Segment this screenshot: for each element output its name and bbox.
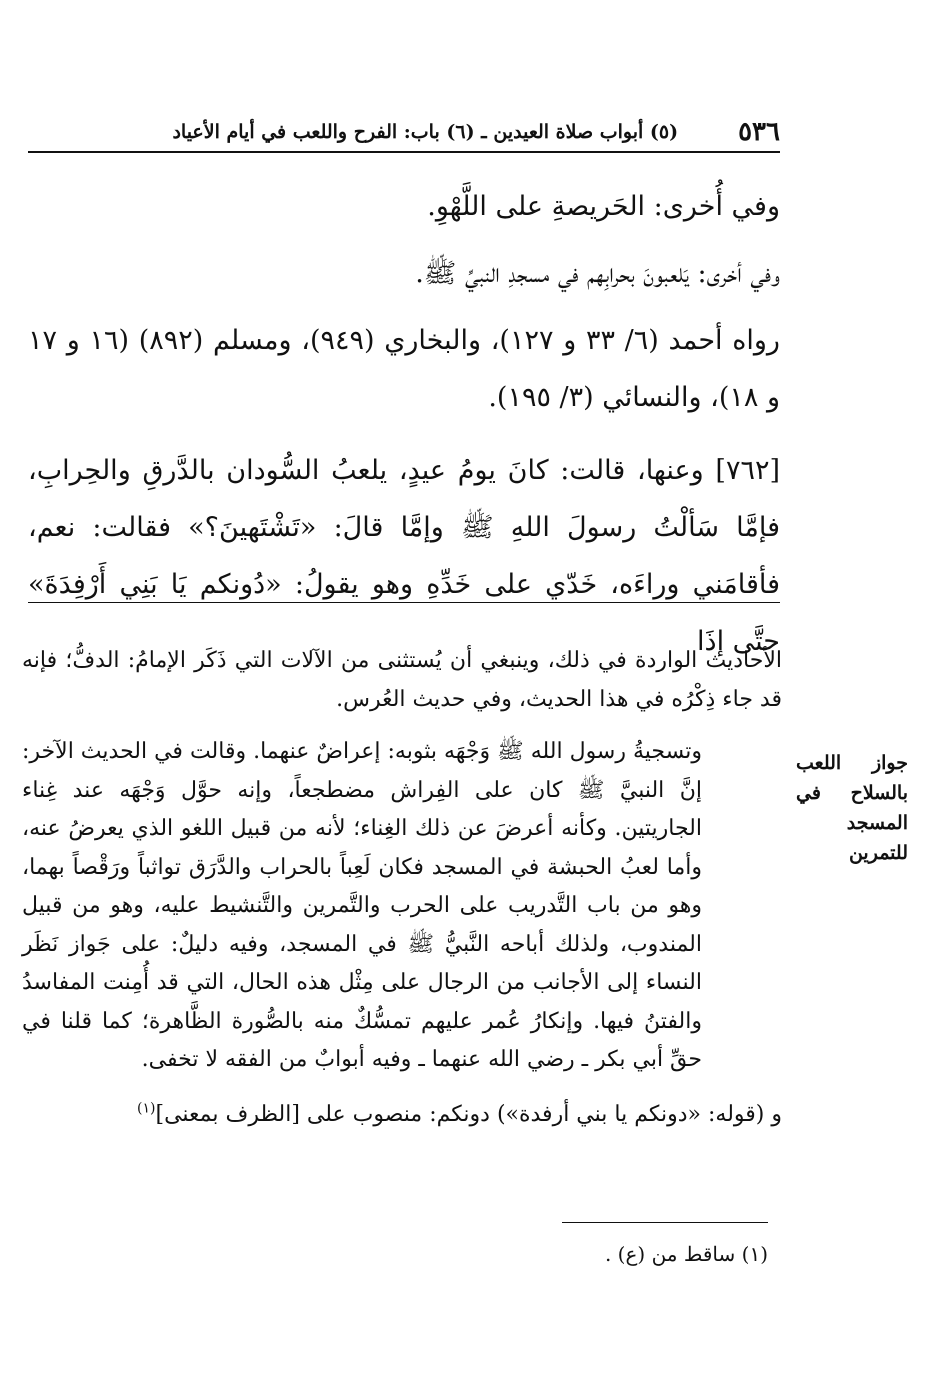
footnote-divider — [562, 1222, 768, 1223]
main-text — [28, 178, 780, 670]
footnote-marker: (١) — [137, 1100, 156, 1117]
citation-paragraph: رواه أحمد (٦/ ٣٣ و ١٢٧)، والبخاري (٩٤٩)، ومسلم (٨٩٢) (١٦ و ١٧ و ١٨)، والنسائي (٣/ ١٩٥). — [28, 325, 780, 413]
footnote: (١) ساقط من (ع) . — [604, 1242, 768, 1266]
hadith-762: [٧٦٢] وعنها، قالت: كانَ يومُ عيدٍ، يلعبُ السُّودان بالدَّرقِ والحِرابِ، فإمَّا سَألْتُ رسولَ اللهِ ﷺ وإمَّا قالَ: «تَشْتَهينَ؟» فقالت: نعم، فأقامَني وراءَه، خَدّي على خَدِّهِ وهو يقولُ: «دُونكم يَا بَنِي أَرْفِدَةَ» حتَّى إذَا — [28, 455, 780, 657]
main-line-1: وفي أُخرى: الحَريصةِ على اللَّهْوِ. — [427, 191, 780, 222]
commentary-paragraph-1: الأحاديث الواردة في ذلك، وينبغي أن يُستثنى من الآلات التي ذَكَر الإمامُ: الدفُّ؛ فإنه قد جاء ذِكْرُه في هذا الحديث، وفي حديث العُرس. — [22, 648, 782, 712]
page-number: ٥٣٦ — [738, 117, 780, 147]
page-header — [28, 112, 780, 152]
running-title: (٥) أبواب صلاة العيدين ـ (٦) باب: الفرح واللعب في أيام الأعياد — [172, 121, 679, 143]
main-line-2: وفي أخرى: يَلعبونَ بحرابِهم في مسجدِ النبيِّ ﷺ. — [415, 258, 780, 289]
commentary-paragraph-3-text: و (قوله: «دونكم يا بني أرفدة») دونكم: منصوب على [الظرف بمعنى] — [155, 1101, 782, 1127]
commentary-paragraph-2: وتسجيةُ رسول الله ﷺ وَجْهَه بثوبه: إعراضٌ عنهما. وقالت في الحديث الآخر: إنَّ النبيَّ ﷺ كان على الفِراش مضطجعاً، وإنه حوَّل وَجْهَه عند غِناء الجاريتين. وكأنه أعرضَ عن ذلك الغِناء؛ لأنه من قبيل اللغو الذي يعرضُ عنه، وأما لعبُ الحبشة في المسجد فكان لَعِباً بالحراب والدَّرَق تواثباً ورَقْصاً بهما، وهو من باب التَّدريب على الحرب والتَّمرين والتَّنشيط عليه، وهو من قبيل المندوب، ولذلك أباحه النَّبيُّ ﷺ في المسجد، وفيه دليلٌ: على جَواز نَظَر النساء إلى الأجانب من الرجال على مِثْل هذه الحال، التي قد أُمِنت المفاسدُ والفتنُ فيها. وإنكارُ عُمر عليهم تمسُّكٌ منه بالصُّورة الظَّاهرة؛ كما قلنا في حقِّ أبي بكر ـ رضي الله عنهما ـ وفيه أبوابٌ من الفقه لا تخفى. — [22, 739, 702, 1072]
margin-note: جواز اللعب بالسلاح في المسجد للتمرين — [796, 752, 908, 864]
header-divider — [28, 151, 780, 153]
section-divider — [28, 602, 780, 603]
commentary — [22, 642, 782, 1134]
commentary-paragraph-3 — [22, 1096, 782, 1135]
